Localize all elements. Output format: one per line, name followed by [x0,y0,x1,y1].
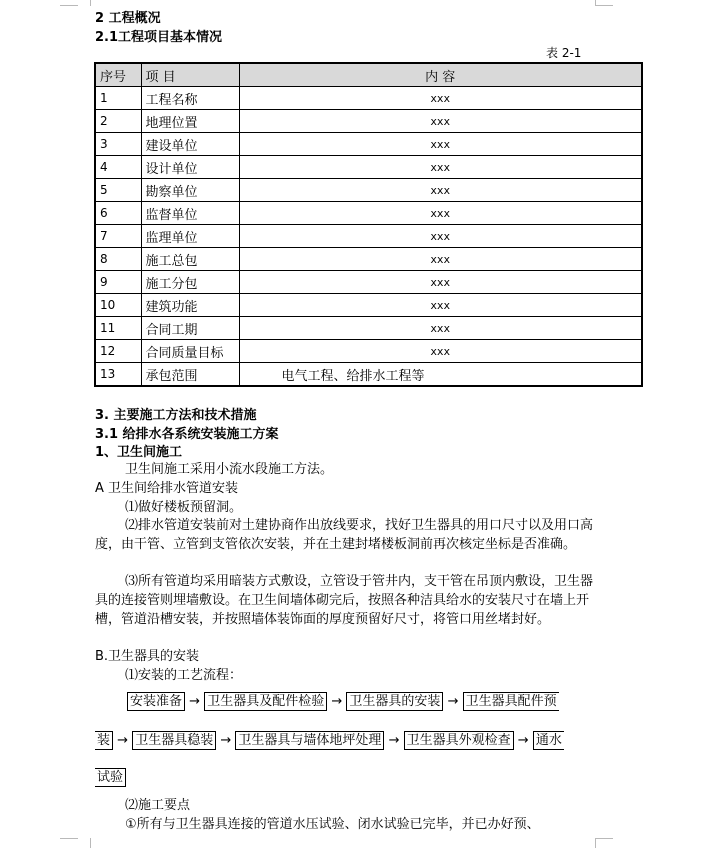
arrow-icon: → [447,694,459,709]
margin-mark-top-left [78,0,91,6]
header-item: 项 目 [141,63,239,87]
row-number: 1 [95,87,141,110]
table-row [95,271,642,294]
row-content: xxx [239,340,642,363]
row-number: 13 [95,363,141,387]
arrow-icon: → [331,694,343,709]
flow-step-water-test-part1: 通水 [533,731,564,750]
table-row [95,317,642,340]
part-a-step-1: ⑴做好楼板预留洞。 [125,500,243,515]
part-a-step-3: ⑶所有管道均采用暗装方式敷设，立管设于管井内，支干管在吊顶内敷设，卫生器具的连接管则埋墙敷设。在卫生间墙体砌完后，按照各种洁具给水的安装尺寸在墙上开槽，管道沿槽安装，并按照墙体装饰面的厚度预留好尺寸，将管口用丝堵封好。 [95,574,594,627]
flow-step-water-test-part2: 试验 [95,768,126,787]
row-number: 7 [95,225,141,248]
project-info-table [94,62,643,387]
subsection-heading: 2.1工程项目基本情况 [95,30,223,45]
part-a-title: A 卫生间给排水管道安装 [95,481,239,496]
table-row [95,133,642,156]
table-header-row [95,63,642,87]
row-item: 地理位置 [141,110,239,133]
row-content: xxx [239,202,642,225]
row-number: 5 [95,179,141,202]
table-row [95,156,642,179]
arrow-icon: → [117,733,129,748]
flow-step-fix: 卫生器具稳装 [132,731,216,750]
part-b-title: B.卫生器具的安装 [95,649,200,664]
table-row [95,179,642,202]
item-heading-1: 1、卫生间施工 [95,445,183,460]
table-row [95,225,642,248]
table-row [95,294,642,317]
row-item: 建设单位 [141,133,239,156]
section-heading-3: 3. 主要施工方法和技术措施 [95,408,257,423]
margin-mark-bottom-left-h [60,838,78,839]
table-row [95,340,642,363]
flow-step-inspect: 卫生器具及配件检验 [204,692,327,711]
subsection-heading-3-1: 3.1 给排水各系统安装施工方案 [95,427,279,442]
row-item: 承包范围 [141,363,239,387]
row-content: xxx [239,156,642,179]
row-content: xxx [239,110,642,133]
arrow-icon: → [517,733,529,748]
row-content: xxx [239,294,642,317]
row-content: xxx [239,87,642,110]
flow-row-1 [127,692,559,711]
arrow-icon: → [388,733,400,748]
table-number: 表 2-1 [546,46,582,60]
flow-step-appearance: 卫生器具外观检查 [404,731,514,750]
flow-step-prepare: 安装准备 [127,692,185,711]
row-item: 设计单位 [141,156,239,179]
flow-step-preassemble-part2: 装 [95,731,113,750]
flow-row-2 [95,731,564,750]
part-b-step-2-1: ①所有与卫生器具连接的管道水压试验、闭水试验已完毕，并已办好预、 [125,817,540,832]
row-content: xxx [239,179,642,202]
flow-step-preassemble-part1: 卫生器具配件预 [463,692,559,711]
section-heading: 2 工程概况 [95,11,161,26]
flow-row-3 [95,768,126,787]
table-row [95,248,642,271]
row-item: 建筑功能 [141,294,239,317]
row-number: 10 [95,294,141,317]
margin-mark-bottom-right [595,838,608,848]
intro-paragraph: 卫生间施工采用小流水段施工方法。 [125,462,334,477]
row-number: 11 [95,317,141,340]
row-number: 9 [95,271,141,294]
row-content: 电气工程、给排水工程等 [239,363,642,387]
row-item: 勘察单位 [141,179,239,202]
row-item: 合同工期 [141,317,239,340]
table-row [95,87,642,110]
row-number: 3 [95,133,141,156]
row-number: 2 [95,110,141,133]
part-b-step-2: ⑵施工要点 [125,798,191,813]
row-content: xxx [239,248,642,271]
flow-step-install: 卫生器具的安装 [346,692,443,711]
header-no: 序号 [95,63,141,87]
row-item: 监督单位 [141,202,239,225]
arrow-icon: → [220,733,232,748]
row-item: 工程名称 [141,87,239,110]
row-number: 4 [95,156,141,179]
margin-mark-top-left-h [60,5,78,6]
row-content: xxx [239,317,642,340]
table-row [95,363,642,387]
margin-mark-bottom-right-h [595,838,613,839]
row-content: xxx [239,271,642,294]
row-number: 12 [95,340,141,363]
row-number: 6 [95,202,141,225]
row-content: xxx [239,225,642,248]
arrow-icon: → [189,694,201,709]
row-content: xxx [239,133,642,156]
table-row [95,202,642,225]
flow-step-wall-floor: 卫生器具与墙体地坪处理 [235,731,384,750]
header-content: 内 容 [239,63,642,87]
margin-mark-top-right-h [595,5,613,6]
row-item: 施工分包 [141,271,239,294]
row-item: 监理单位 [141,225,239,248]
row-number: 8 [95,248,141,271]
part-a-step-2: ⑵排水管道安装前对土建协商作出放线要求，找好卫生器具的用口尺寸以及用口高度，由干管、立管到支管依次安装，并在土建封堵楼板洞前再次核定坐标是否准确。 [95,518,594,552]
row-item: 施工总包 [141,248,239,271]
row-item: 合同质量目标 [141,340,239,363]
margin-mark-bottom-left [78,838,91,848]
part-b-step-1: ⑴安装的工艺流程： [125,668,243,683]
table-row [95,110,642,133]
